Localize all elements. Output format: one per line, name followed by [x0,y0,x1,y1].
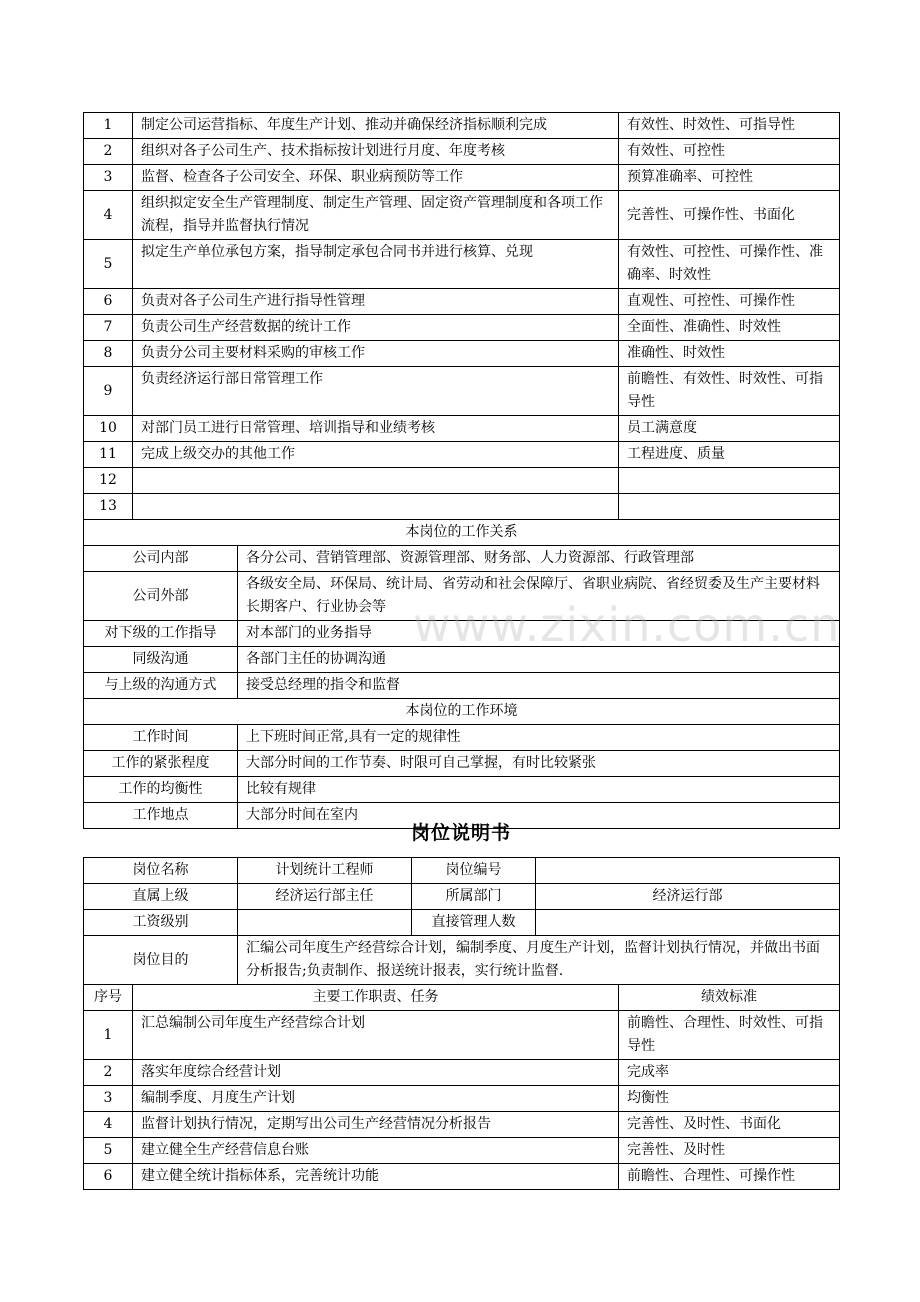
standard-cell: 直观性、可控性、可操作性 [619,289,840,315]
column-header-duty: 主要工作职责、任务 [133,985,619,1011]
table-row [84,884,840,910]
duty-cell: 组织对各子公司生产、技术指标按计划进行月度、年度考核 [133,139,619,165]
row-number: 6 [84,289,133,315]
job-code-value [536,858,840,884]
environment-heading: 本岗位的工作环境 [84,699,840,725]
job-purpose-value: 汇编公司年度生产经营综合计划，编制季度、月度生产计划，监督计划执行情况，并做出书面分析报告;负责制作、报送统计报表，实行统计监督. [238,936,840,985]
job-name-label: 岗位名称 [84,858,238,884]
environment-label: 工作的均衡性 [84,777,238,803]
table-row [84,1138,840,1164]
standard-cell: 准确性、时效性 [619,341,840,367]
duty-cell: 监督计划执行情况，定期写出公司生产经营情况分析报告 [133,1112,619,1138]
relation-label: 公司外部 [84,572,238,621]
direct-reports-value [536,910,840,936]
duty-cell [133,468,619,494]
duty-cell: 制定公司运营指标、年度生产计划、推动并确保经济指标顺利完成 [133,113,619,139]
duty-cell: 负责经济运行部日常管理工作 [133,367,619,416]
row-number: 1 [84,1011,133,1060]
standard-cell: 完成率 [619,1060,840,1086]
section-heading-row [84,520,840,546]
duty-cell: 完成上级交办的其他工作 [133,442,619,468]
department-value: 经济运行部 [536,884,840,910]
environment-label: 工作的紧张程度 [84,751,238,777]
standard-cell: 预算准确率、可控性 [619,165,840,191]
column-header-number: 序号 [84,985,133,1011]
superior-label: 直属上级 [84,884,238,910]
table-row [84,647,840,673]
table-row [84,1060,840,1086]
duty-cell: 落实年度综合经营计划 [133,1060,619,1086]
duty-cell: 负责对各子公司生产进行指导性管理 [133,289,619,315]
environment-label: 工作地点 [84,803,238,829]
standard-cell: 工程进度、质量 [619,442,840,468]
standard-cell: 有效性、可控性 [619,139,840,165]
standard-cell: 员工满意度 [619,416,840,442]
table-row [84,315,840,341]
environment-label: 工作时间 [84,725,238,751]
standard-cell: 有效性、可控性、可操作性、准确率、时效性 [619,240,840,289]
standard-cell: 全面性、准确性、时效性 [619,315,840,341]
relation-value: 接受总经理的指令和监督 [238,673,840,699]
standard-cell: 完善性、及时性 [619,1138,840,1164]
page-title: 岗位说明书 [410,822,511,844]
standard-cell: 均衡性 [619,1086,840,1112]
table-row [84,1164,840,1190]
salary-grade-label: 工资级别 [84,910,238,936]
relation-label: 对下级的工作指导 [84,621,238,647]
duty-cell: 建立健全统计指标体系，完善统计功能 [133,1164,619,1190]
direct-reports-label: 直接管理人数 [412,910,536,936]
relation-value: 各分公司、营销管理部、资源管理部、财务部、人力资源部、行政管理部 [238,546,840,572]
salary-grade-value [238,910,412,936]
row-number: 13 [84,494,133,520]
relation-label: 与上级的沟通方式 [84,673,238,699]
table-row [84,1086,840,1112]
row-number: 2 [84,139,133,165]
standard-cell [619,494,840,520]
row-number: 8 [84,341,133,367]
table-row [84,468,840,494]
row-number: 3 [84,1086,133,1112]
relation-value: 各级安全局、环保局、统计局、省劳动和社会保障厅、省职业病院、省经贸委及生产主要材料长期客户、行业协会等 [238,572,840,621]
duty-cell: 编制季度、月度生产计划 [133,1086,619,1112]
standard-cell: 有效性、时效性、可指导性 [619,113,840,139]
table-row [84,494,840,520]
row-number: 12 [84,468,133,494]
duty-cell: 监督、检查各子公司安全、环保、职业病预防等工作 [133,165,619,191]
row-number: 11 [84,442,133,468]
job-purpose-label: 岗位目的 [84,936,238,985]
table-row [84,751,840,777]
row-number: 4 [84,191,133,240]
table-row [84,341,840,367]
table-row [84,442,840,468]
table-header-row [84,985,840,1011]
table-row [84,289,840,315]
table-row [84,1112,840,1138]
table-row [84,416,840,442]
standard-cell: 前瞻性、合理性、可操作性 [619,1164,840,1190]
table-row [84,1011,840,1060]
environment-value: 比较有规律 [238,777,840,803]
table-row [84,621,840,647]
column-header-standard: 绩效标准 [619,985,840,1011]
table-row [84,113,840,139]
duty-cell: 负责公司生产经营数据的统计工作 [133,315,619,341]
row-number: 4 [84,1112,133,1138]
table-row [84,546,840,572]
duty-cell: 负责分公司主要材料采购的审核工作 [133,341,619,367]
duty-cell: 对部门员工进行日常管理、培训指导和业绩考核 [133,416,619,442]
relation-label: 公司内部 [84,546,238,572]
duty-cell: 组织拟定安全生产管理制度、制定生产管理、固定资产管理制度和各项工作流程，指导并监督执行情况 [133,191,619,240]
standard-cell [619,468,840,494]
row-number: 1 [84,113,133,139]
watermark: www.zixin.com.cn [413,598,841,652]
table-row [84,910,840,936]
duty-cell: 汇总编制公司年度生产经营综合计划 [133,1011,619,1060]
section-heading-row [84,699,840,725]
standard-cell: 完善性、可操作性、书面化 [619,191,840,240]
duty-cell [133,494,619,520]
row-number: 5 [84,240,133,289]
duty-cell: 建立健全生产经营信息台账 [133,1138,619,1164]
table-row [84,139,840,165]
row-number: 2 [84,1060,133,1086]
duty-cell: 拟定生产单位承包方案，指导制定承包合同书并进行核算、兑现 [133,240,619,289]
table-row [84,572,840,621]
duties-and-relations-table [83,112,840,829]
row-number: 9 [84,367,133,416]
table-row [84,936,840,985]
row-number: 5 [84,1138,133,1164]
row-number: 10 [84,416,133,442]
job-description-table [83,857,840,1190]
table-row [84,673,840,699]
row-number: 3 [84,165,133,191]
table-row [84,240,840,289]
table-row [84,165,840,191]
table-row [84,191,840,240]
standard-cell: 前瞻性、有效性、时效性、可指导性 [619,367,840,416]
environment-value: 大部分时间的工作节奏、时限可自己掌握，有时比较紧张 [238,751,840,777]
table-row [84,777,840,803]
table-row [84,725,840,751]
row-number: 7 [84,315,133,341]
row-number: 6 [84,1164,133,1190]
environment-value: 上下班时间正常,具有一定的规律性 [238,725,840,751]
job-code-label: 岗位编号 [412,858,536,884]
environment-value: 大部分时间在室内 [238,803,840,829]
table-row [84,367,840,416]
standard-cell: 完善性、及时性、书面化 [619,1112,840,1138]
superior-value: 经济运行部主任 [238,884,412,910]
table-row [84,858,840,884]
relation-value: 各部门主任的协调沟通 [238,647,840,673]
job-name-value: 计划统计工程师 [238,858,412,884]
relation-value: 对本部门的业务指导 [238,621,840,647]
standard-cell: 前瞻性、合理性、时效性、可指导性 [619,1011,840,1060]
relations-heading: 本岗位的工作关系 [84,520,840,546]
department-label: 所属部门 [412,884,536,910]
relation-label: 同级沟通 [84,647,238,673]
